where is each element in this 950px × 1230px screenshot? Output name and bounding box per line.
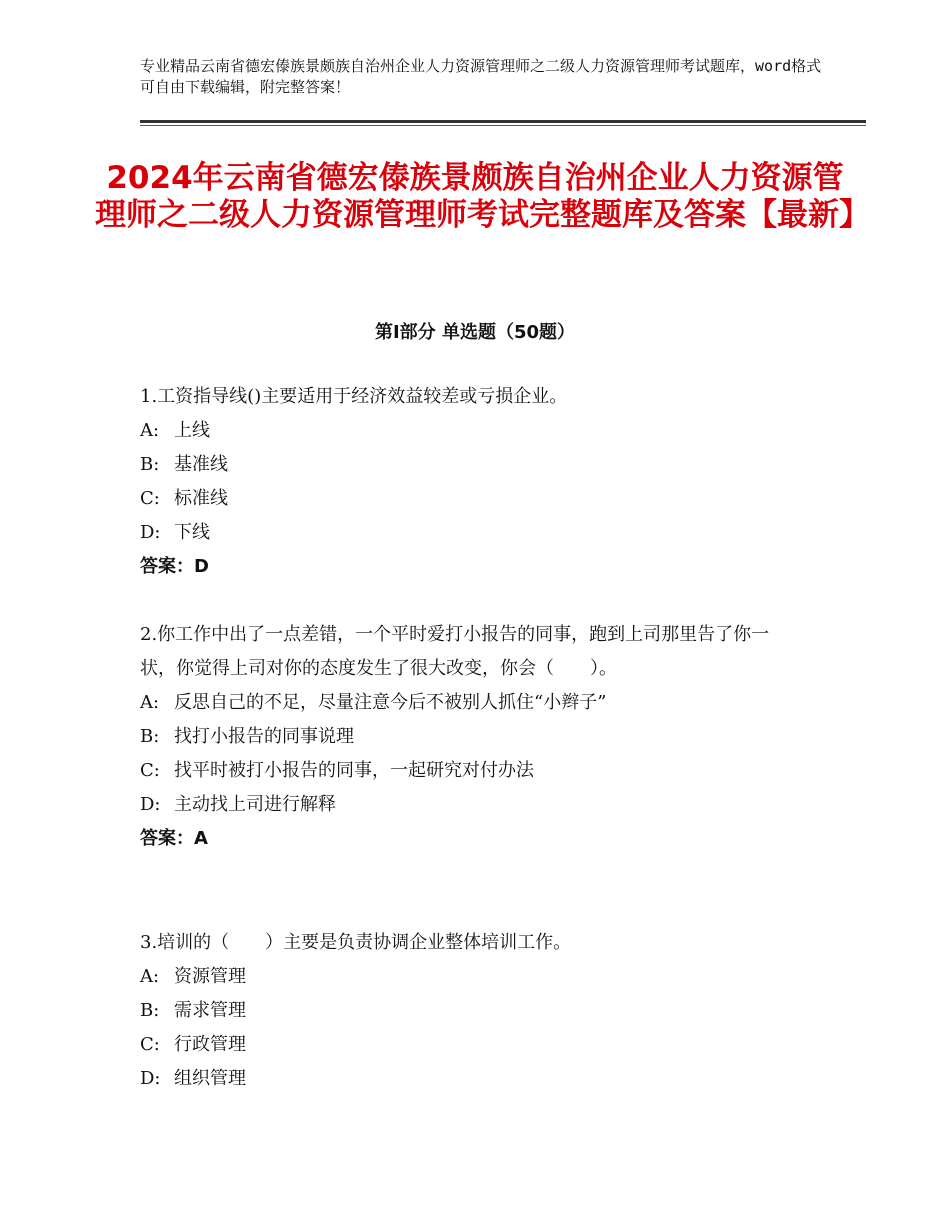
option-label: A: — [140, 420, 160, 441]
answer: 答案：A — [140, 828, 208, 849]
option-text: 下线 — [174, 522, 210, 543]
option-text: 标准线 — [174, 488, 228, 509]
question-stem: 2.你工作中出了一点差错，一个平时爱打小报告的同事，跑到上司那里告了你一状，你觉得上司对你的态度发生了很大改变，你会（ ）。 — [140, 624, 770, 679]
question-3 — [140, 926, 820, 1096]
header-note: 专业精品云南省德宏傣族景颇族自治州企业人力资源管理师之二级人力资源管理师考试题库，word格式可自由下载编辑，附完整答案！ — [140, 57, 822, 96]
option-c — [140, 1028, 820, 1062]
option-d — [140, 516, 820, 550]
header-divider-thin — [140, 125, 866, 126]
option-b — [140, 448, 820, 482]
option-b — [140, 720, 800, 754]
option-label: D: — [140, 794, 161, 815]
option-label: A: — [140, 966, 160, 987]
option-b — [140, 994, 820, 1028]
option-a — [140, 960, 820, 994]
option-d — [140, 1062, 820, 1096]
question-stem: 3.培训的（ ）主要是负责协调企业整体培训工作。 — [140, 932, 572, 953]
option-d — [140, 788, 800, 822]
option-text: 行政管理 — [174, 1034, 246, 1055]
header-divider-thick — [140, 120, 866, 123]
option-text: 资源管理 — [174, 966, 246, 987]
option-text: 反思自己的不足，尽量注意今后不被别人抓住“小辫子” — [174, 692, 607, 713]
option-label: D: — [140, 1068, 161, 1089]
question-1 — [140, 380, 820, 584]
option-a — [140, 686, 800, 720]
option-c — [140, 754, 800, 788]
option-label: C: — [140, 760, 160, 781]
document-title: 2024年云南省德宏傣族景颇族自治州企业人力资源管理师之二级人力资源管理师考试完整题库及答案【最新】 — [95, 160, 870, 233]
option-label: C: — [140, 1034, 160, 1055]
option-label: A: — [140, 692, 160, 713]
option-label: B: — [140, 454, 160, 475]
question-2 — [140, 618, 800, 856]
option-text: 基准线 — [174, 454, 228, 475]
option-label: D: — [140, 522, 161, 543]
option-label: B: — [140, 1000, 160, 1021]
answer: 答案：D — [140, 556, 209, 577]
option-label: B: — [140, 726, 160, 747]
option-text: 上线 — [174, 420, 210, 441]
option-text: 找打小报告的同事说理 — [174, 726, 354, 747]
option-text: 组织管理 — [174, 1068, 246, 1089]
option-c — [140, 482, 820, 516]
question-stem: 1.工资指导线()主要适用于经济效益较差或亏损企业。 — [140, 386, 568, 407]
option-text: 找平时被打小报告的同事，一起研究对付办法 — [174, 760, 534, 781]
option-a — [140, 414, 820, 448]
option-text: 主动找上司进行解释 — [174, 794, 336, 815]
section-title: 第Ⅰ部分 单选题（50题） — [374, 322, 575, 343]
option-text: 需求管理 — [174, 1000, 246, 1021]
option-label: C: — [140, 488, 160, 509]
